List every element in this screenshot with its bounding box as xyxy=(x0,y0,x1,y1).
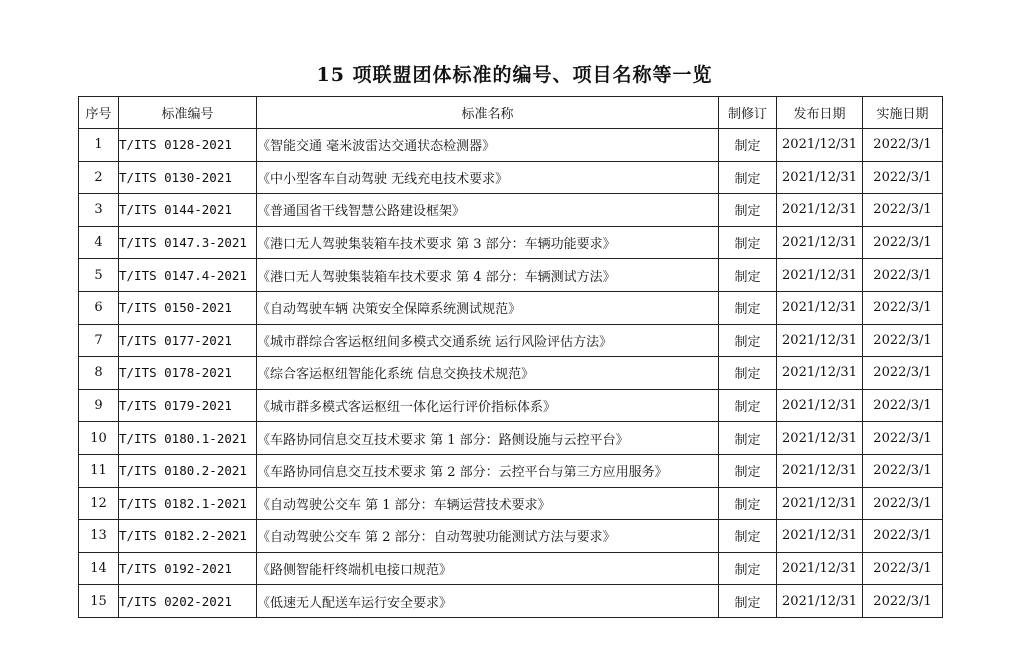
cell-type: 制定 xyxy=(719,422,777,455)
cell-type: 制定 xyxy=(719,357,777,390)
cell-type: 制定 xyxy=(719,194,777,227)
cell-publish-date: 2021/12/31 xyxy=(777,226,863,259)
cell-name: 《低速无人配送车运行安全要求》 xyxy=(257,585,719,618)
standards-table xyxy=(78,96,943,618)
cell-code: T/ITS 0182.1-2021 xyxy=(119,487,257,520)
cell-effective-date: 2022/3/1 xyxy=(863,389,943,422)
cell-effective-date: 2022/3/1 xyxy=(863,552,943,585)
cell-effective-date: 2022/3/1 xyxy=(863,487,943,520)
cell-effective-date: 2022/3/1 xyxy=(863,194,943,227)
table-row xyxy=(79,194,943,227)
cell-publish-date: 2021/12/31 xyxy=(777,194,863,227)
header-publish-date: 发布日期 xyxy=(777,97,863,129)
cell-code: T/ITS 0130-2021 xyxy=(119,161,257,194)
cell-name: 《路侧智能杆终端机电接口规范》 xyxy=(257,552,719,585)
cell-code: T/ITS 0147.3-2021 xyxy=(119,226,257,259)
table-row xyxy=(79,552,943,585)
cell-effective-date: 2022/3/1 xyxy=(863,259,943,292)
table-row xyxy=(79,422,943,455)
cell-effective-date: 2022/3/1 xyxy=(863,324,943,357)
cell-publish-date: 2021/12/31 xyxy=(777,552,863,585)
table-row xyxy=(79,129,943,162)
cell-code: T/ITS 0150-2021 xyxy=(119,291,257,324)
cell-code: T/ITS 0180.2-2021 xyxy=(119,454,257,487)
header-no: 序号 xyxy=(79,97,119,129)
cell-no: 9 xyxy=(79,389,119,422)
cell-name: 《车路协同信息交互技术要求 第 2 部分：云控平台与第三方应用服务》 xyxy=(257,454,719,487)
page-title: 15 项联盟团体标准的编号、项目名称等一览 xyxy=(316,64,713,86)
cell-effective-date: 2022/3/1 xyxy=(863,357,943,390)
cell-no: 3 xyxy=(79,194,119,227)
cell-no: 12 xyxy=(79,487,119,520)
cell-effective-date: 2022/3/1 xyxy=(863,520,943,553)
table-row xyxy=(79,291,943,324)
cell-effective-date: 2022/3/1 xyxy=(863,226,943,259)
cell-publish-date: 2021/12/31 xyxy=(777,129,863,162)
table-row xyxy=(79,585,943,618)
cell-name: 《城市群多模式客运枢纽一体化运行评价指标体系》 xyxy=(257,389,719,422)
table-header-row xyxy=(79,97,943,129)
cell-effective-date: 2022/3/1 xyxy=(863,422,943,455)
cell-name: 《普通国省干线智慧公路建设框架》 xyxy=(257,194,719,227)
cell-no: 15 xyxy=(79,585,119,618)
cell-type: 制定 xyxy=(719,324,777,357)
table-row xyxy=(79,487,943,520)
cell-effective-date: 2022/3/1 xyxy=(863,585,943,618)
cell-no: 14 xyxy=(79,552,119,585)
cell-no: 8 xyxy=(79,357,119,390)
cell-type: 制定 xyxy=(719,520,777,553)
cell-code: T/ITS 0178-2021 xyxy=(119,357,257,390)
cell-type: 制定 xyxy=(719,259,777,292)
cell-type: 制定 xyxy=(719,454,777,487)
cell-publish-date: 2021/12/31 xyxy=(777,454,863,487)
cell-effective-date: 2022/3/1 xyxy=(863,161,943,194)
cell-code: T/ITS 0128-2021 xyxy=(119,129,257,162)
cell-publish-date: 2021/12/31 xyxy=(777,161,863,194)
cell-no: 13 xyxy=(79,520,119,553)
cell-name: 《港口无人驾驶集装箱车技术要求 第 4 部分：车辆测试方法》 xyxy=(257,259,719,292)
cell-name: 《智能交通 毫米波雷达交通状态检测器》 xyxy=(257,129,719,162)
cell-code: T/ITS 0147.4-2021 xyxy=(119,259,257,292)
cell-type: 制定 xyxy=(719,389,777,422)
cell-code: T/ITS 0202-2021 xyxy=(119,585,257,618)
cell-type: 制定 xyxy=(719,552,777,585)
cell-no: 5 xyxy=(79,259,119,292)
cell-no: 4 xyxy=(79,226,119,259)
table-body xyxy=(79,129,943,618)
cell-publish-date: 2021/12/31 xyxy=(777,389,863,422)
cell-name: 《自动驾驶公交车 第 1 部分：车辆运营技术要求》 xyxy=(257,487,719,520)
cell-type: 制定 xyxy=(719,161,777,194)
cell-no: 10 xyxy=(79,422,119,455)
cell-effective-date: 2022/3/1 xyxy=(863,291,943,324)
cell-type: 制定 xyxy=(719,226,777,259)
cell-publish-date: 2021/12/31 xyxy=(777,357,863,390)
table-row xyxy=(79,259,943,292)
cell-no: 6 xyxy=(79,291,119,324)
table-row xyxy=(79,520,943,553)
cell-code: T/ITS 0177-2021 xyxy=(119,324,257,357)
cell-type: 制定 xyxy=(719,487,777,520)
cell-no: 11 xyxy=(79,454,119,487)
cell-publish-date: 2021/12/31 xyxy=(777,291,863,324)
cell-publish-date: 2021/12/31 xyxy=(777,585,863,618)
cell-name: 《城市群综合客运枢纽间多模式交通系统 运行风险评估方法》 xyxy=(257,324,719,357)
cell-name: 《港口无人驾驶集装箱车技术要求 第 3 部分：车辆功能要求》 xyxy=(257,226,719,259)
cell-no: 7 xyxy=(79,324,119,357)
cell-type: 制定 xyxy=(719,585,777,618)
table-row xyxy=(79,454,943,487)
table-row xyxy=(79,389,943,422)
cell-name: 《车路协同信息交互技术要求 第 1 部分：路侧设施与云控平台》 xyxy=(257,422,719,455)
table-row xyxy=(79,161,943,194)
table-row xyxy=(79,357,943,390)
cell-publish-date: 2021/12/31 xyxy=(777,324,863,357)
table-row xyxy=(79,226,943,259)
table-row xyxy=(79,324,943,357)
cell-type: 制定 xyxy=(719,129,777,162)
cell-no: 2 xyxy=(79,161,119,194)
cell-code: T/ITS 0144-2021 xyxy=(119,194,257,227)
header-name: 标准名称 xyxy=(257,97,719,129)
cell-publish-date: 2021/12/31 xyxy=(777,422,863,455)
cell-name: 《自动驾驶公交车 第 2 部分：自动驾驶功能测试方法与要求》 xyxy=(257,520,719,553)
cell-effective-date: 2022/3/1 xyxy=(863,454,943,487)
cell-effective-date: 2022/3/1 xyxy=(863,129,943,162)
cell-publish-date: 2021/12/31 xyxy=(777,487,863,520)
cell-no: 1 xyxy=(79,129,119,162)
header-effective-date: 实施日期 xyxy=(863,97,943,129)
cell-name: 《中小型客车自动驾驶 无线充电技术要求》 xyxy=(257,161,719,194)
header-code: 标准编号 xyxy=(119,97,257,129)
cell-publish-date: 2021/12/31 xyxy=(777,259,863,292)
cell-name: 《自动驾驶车辆 决策安全保障系统测试规范》 xyxy=(257,291,719,324)
cell-name: 《综合客运枢纽智能化系统 信息交换技术规范》 xyxy=(257,357,719,390)
cell-type: 制定 xyxy=(719,291,777,324)
cell-code: T/ITS 0182.2-2021 xyxy=(119,520,257,553)
cell-code: T/ITS 0179-2021 xyxy=(119,389,257,422)
cell-publish-date: 2021/12/31 xyxy=(777,520,863,553)
cell-code: T/ITS 0180.1-2021 xyxy=(119,422,257,455)
cell-code: T/ITS 0192-2021 xyxy=(119,552,257,585)
header-type: 制修订 xyxy=(719,97,777,129)
